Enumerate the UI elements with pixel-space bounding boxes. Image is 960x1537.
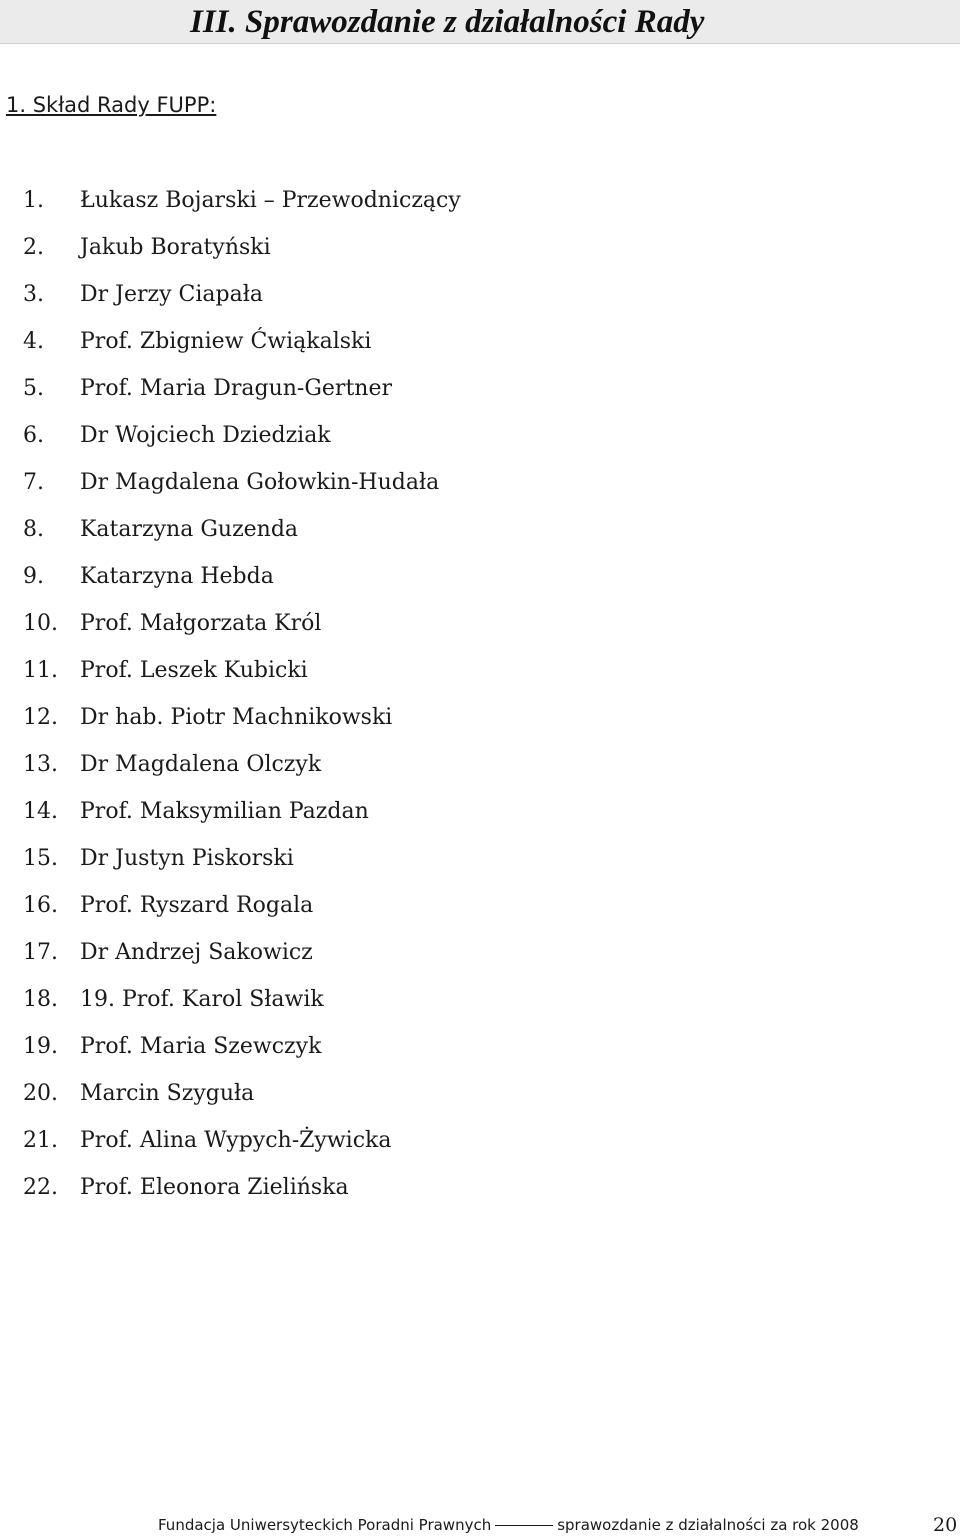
member-name: Prof. Maksymilian Pazdan — [80, 799, 369, 824]
list-item — [0, 882, 960, 929]
list-item — [0, 929, 960, 976]
member-name: Katarzyna Guzenda — [80, 517, 299, 542]
member-name: 19. Prof. Karol Sławik — [80, 987, 324, 1012]
item-number: 6. — [23, 423, 44, 448]
list-item — [0, 741, 960, 788]
item-number: 8. — [23, 517, 44, 542]
member-name: Dr Jerzy Ciapała — [80, 282, 263, 307]
member-name: Prof. Zbigniew Ćwiąkalski — [80, 329, 372, 354]
item-number: 14. — [23, 799, 58, 824]
list-item — [0, 600, 960, 647]
section-heading: 1. Skład Rady FUPP: — [6, 93, 217, 117]
list-item — [0, 647, 960, 694]
item-number: 1. — [23, 188, 44, 213]
member-name: Dr hab. Piotr Machnikowski — [80, 705, 393, 730]
member-name: Jakub Boratyński — [80, 235, 271, 260]
title-bar — [0, 0, 960, 44]
item-number: 16. — [23, 893, 58, 918]
member-name: Prof. Ryszard Rogala — [80, 893, 314, 918]
item-number: 10. — [23, 611, 58, 636]
page-footer — [158, 1515, 859, 1535]
item-number: 18. — [23, 987, 58, 1012]
item-number: 7. — [23, 470, 44, 495]
item-number: 22. — [23, 1175, 58, 1200]
list-item — [0, 318, 960, 365]
item-number: 12. — [23, 705, 58, 730]
member-name: Prof. Maria Dragun-Gertner — [80, 376, 392, 401]
item-number: 2. — [23, 235, 44, 260]
list-item — [0, 224, 960, 271]
list-item — [0, 835, 960, 882]
item-number: 17. — [23, 940, 58, 965]
member-name: Dr Justyn Piskorski — [80, 846, 294, 871]
list-item — [0, 412, 960, 459]
item-number: 20. — [23, 1081, 58, 1106]
list-item — [0, 1070, 960, 1117]
member-name: Prof. Alina Wypych-Żywicka — [80, 1128, 392, 1153]
member-name: Prof. Małgorzata Król — [80, 611, 322, 636]
list-item — [0, 271, 960, 318]
page-title: III. Sprawozdanie z działalności Rady — [190, 4, 705, 40]
footer-divider — [495, 1525, 553, 1526]
item-number: 11. — [23, 658, 58, 683]
list-item — [0, 788, 960, 835]
member-name: Prof. Maria Szewczyk — [80, 1034, 322, 1059]
footer-organization: Fundacja Uniwersyteckich Poradni Prawnych — [158, 1516, 492, 1534]
member-name: Prof. Eleonora Zielińska — [80, 1175, 349, 1200]
item-number: 19. — [23, 1034, 58, 1059]
item-number: 21. — [23, 1128, 58, 1153]
list-item — [0, 177, 960, 224]
member-name: Dr Andrzej Sakowicz — [80, 940, 313, 965]
item-number: 3. — [23, 282, 44, 307]
member-name: Marcin Szyguła — [80, 1081, 255, 1106]
list-item — [0, 976, 960, 1023]
list-item — [0, 694, 960, 741]
item-number: 5. — [23, 376, 44, 401]
list-item — [0, 506, 960, 553]
item-number: 13. — [23, 752, 58, 777]
member-name: Łukasz Bojarski – Przewodniczący — [80, 188, 461, 213]
list-item — [0, 1117, 960, 1164]
footer-report-title: sprawozdanie z działalności za rok 2008 — [557, 1516, 859, 1534]
member-name: Prof. Leszek Kubicki — [80, 658, 308, 683]
member-name: Dr Magdalena Gołowkin-Hudała — [80, 470, 440, 495]
item-number: 9. — [23, 564, 44, 589]
item-number: 4. — [23, 329, 44, 354]
member-name: Dr Wojciech Dziedziak — [80, 423, 331, 448]
member-name: Dr Magdalena Olczyk — [80, 752, 322, 777]
members-list — [0, 177, 960, 1211]
list-item — [0, 1023, 960, 1070]
list-item — [0, 1164, 960, 1211]
list-item — [0, 553, 960, 600]
page-number: 20 — [933, 1514, 958, 1536]
list-item — [0, 459, 960, 506]
member-name: Katarzyna Hebda — [80, 564, 274, 589]
list-item — [0, 365, 960, 412]
item-number: 15. — [23, 846, 58, 871]
